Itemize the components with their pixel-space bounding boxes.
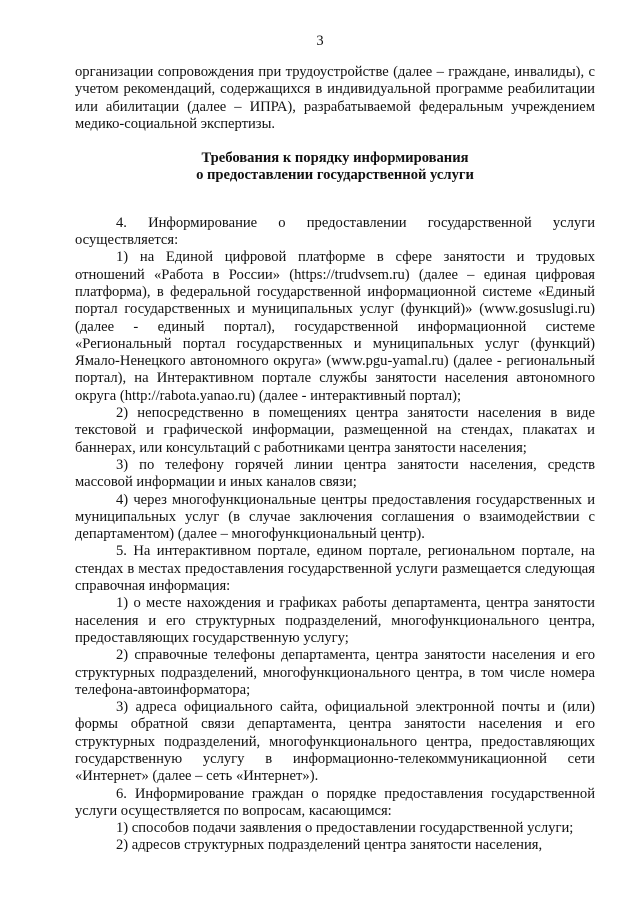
intro-paragraph: организации сопровождения при трудоустройстве (далее – граждане, инвалиды), с учетом рекомендаций, содержащихся в индивидуальной программе реабилитации или абилитации (далее – ИПРА), разрабатываемой федеральным учреждением медико-социальной экспертизы.: [75, 64, 595, 132]
section-heading-line-2: о предоставлении государственной услуги: [196, 167, 474, 184]
paragraph-6-item-1: 1) способов подачи заявления о предоставлении государственной услуги;: [116, 820, 574, 837]
paragraph-6-item-2: 2) адресов структурных подразделений центра занятости населения,: [116, 837, 543, 854]
paragraph-5-item-3: 3) адреса официального сайта, официальной электронной почты и (или) формы обратной связи департамента, центра занятости населения и его структурных подразделений, многофункционального центра, предоставляющих государственную услугу в информационно-телекоммуникационной сети «Интернет» (далее – сеть «Интернет»).: [75, 699, 595, 785]
page-number: 3: [316, 33, 324, 49]
paragraph-5-item-1: 1) о месте нахождения и графиках работы департамента, центра занятости населения и его структурных подразделений, многофункционального центра, предоставляющих государственную услугу;: [75, 595, 595, 646]
paragraph-4: 4. Информирование о предоставлении государственной услуги осуществляется:: [75, 214, 595, 249]
paragraph-5: 5. На интерактивном портале, едином портале, региональном портале, на стендах в местах предоставления государственной услуги размещается следующая справочная информация:: [75, 543, 595, 595]
paragraph-4-item-3: 3) по телефону горячей линии центра занятости населения, средств массовой информации и иных каналов связи;: [75, 456, 595, 491]
section-heading: [75, 150, 595, 185]
paragraph-4-item-1: 1) на Единой цифровой платформе в сфере занятости и трудовых отношений «Работа в России» (https://trudvsem.ru) (далее – единая цифровая платформа), в федеральной государственной информационной системе «Единый портал государственных и муниципальных услуг (функций)» (www.gosuslugi.ru) (далее - единый портал), государственной информационной системе «Региональный портал государственных и муниципальных услуг (функций) Ямало-Ненецкого автономного округа» (www.pgu-yamal.ru) (далее - региональный портал), на Интерактивном портале службы занятости населения автономного округа (http://rabota.yanao.ru) (далее - интерактивный портал);: [75, 249, 595, 404]
paragraph-4-item-2: 2) непосредственно в помещениях центра занятости населения в виде текстовой и графической информации, размещенной на стендах, плакатах и баннерах, или консультаций с работниками центра занятости населения;: [75, 405, 595, 456]
document-body: [75, 64, 595, 855]
paragraph-4-item-4: 4) через многофункциональные центры предоставления государственных и муниципальных услуг (в случае заключения соглашения о взаимодействии с департаментом) (далее – многофункциональный центр).: [75, 491, 595, 543]
paragraph-5-item-2: 2) справочные телефоны департамента, центра занятости населения и его структурных подразделений, многофункционального центра, в том числе номера телефона-автоинформатора;: [75, 647, 595, 698]
section-heading-line-1: Требования к порядку информирования: [201, 150, 469, 167]
paragraph-6: 6. Информирование граждан о порядке предоставления государственной услуги осуществляется по вопросам, касающимся:: [75, 785, 595, 819]
